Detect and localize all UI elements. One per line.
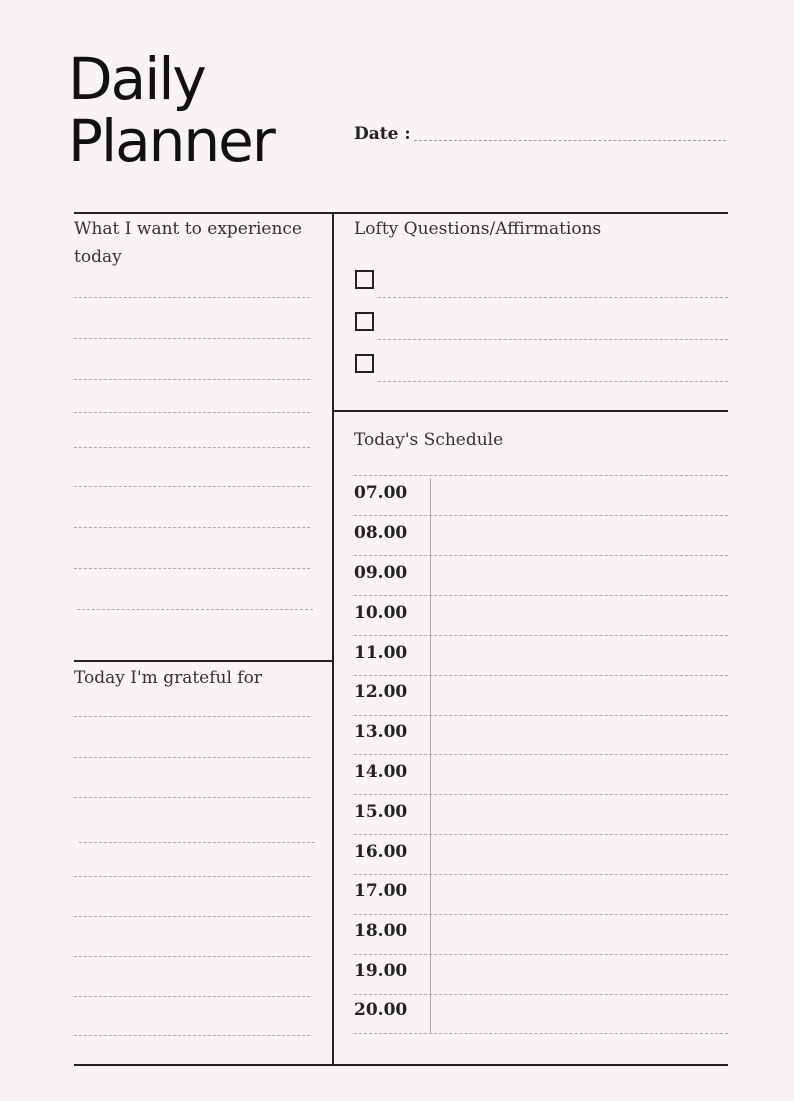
schedule-time: 15.00: [354, 802, 408, 822]
schedule-line[interactable]: [354, 595, 728, 596]
checkbox-2[interactable]: [355, 312, 374, 331]
title-line-2: Planner: [68, 107, 274, 175]
writing-line[interactable]: [74, 757, 310, 758]
schedule-line[interactable]: [354, 914, 728, 915]
grateful-heading: Today I'm grateful for: [74, 668, 262, 688]
schedule-line[interactable]: [354, 555, 728, 556]
schedule-time: 09.00: [354, 563, 408, 583]
schedule-time: 17.00: [354, 881, 408, 901]
writing-line[interactable]: [74, 412, 310, 413]
schedule-time-divider: [430, 478, 431, 1034]
writing-line[interactable]: [74, 527, 310, 528]
experience-heading-line-2: today: [74, 247, 122, 267]
schedule-line[interactable]: [354, 954, 728, 955]
title-line-1: Daily: [68, 45, 205, 113]
schedule-time: 08.00: [354, 523, 408, 543]
affirmation-line[interactable]: [378, 297, 728, 298]
schedule-time: 13.00: [354, 722, 408, 742]
writing-line[interactable]: [79, 842, 315, 843]
schedule-time: 10.00: [354, 603, 408, 623]
schedule-line[interactable]: [354, 515, 728, 516]
writing-line[interactable]: [74, 379, 310, 380]
column-divider: [332, 212, 334, 1066]
top-divider: [74, 212, 728, 214]
affirmation-line[interactable]: [378, 381, 728, 382]
bottom-divider: [74, 1064, 728, 1066]
writing-line[interactable]: [74, 486, 310, 487]
checkbox-1[interactable]: [355, 270, 374, 289]
schedule-time: 07.00: [354, 483, 408, 503]
writing-line[interactable]: [74, 797, 310, 798]
writing-line[interactable]: [74, 996, 310, 997]
writing-line[interactable]: [74, 1035, 310, 1036]
date-label: Date :: [354, 124, 411, 144]
schedule-line[interactable]: [354, 675, 728, 676]
schedule-time: 19.00: [354, 961, 408, 981]
checkbox-3[interactable]: [355, 354, 374, 373]
questions-heading: Lofty Questions/Affirmations: [354, 219, 602, 239]
affirmation-line[interactable]: [378, 339, 728, 340]
schedule-line[interactable]: [354, 715, 728, 716]
schedule-line[interactable]: [354, 635, 728, 636]
schedule-time: 16.00: [354, 842, 408, 862]
writing-line[interactable]: [74, 297, 310, 298]
writing-line[interactable]: [74, 916, 310, 917]
schedule-line[interactable]: [354, 834, 728, 835]
schedule-time: 14.00: [354, 762, 408, 782]
writing-line[interactable]: [74, 956, 310, 957]
schedule-line[interactable]: [354, 874, 728, 875]
right-section-divider: [333, 410, 728, 412]
schedule-heading: Today's Schedule: [354, 430, 504, 450]
schedule-time: 11.00: [354, 643, 408, 663]
writing-line[interactable]: [74, 447, 310, 448]
schedule-line: [354, 475, 728, 476]
writing-line[interactable]: [74, 716, 310, 717]
schedule-line[interactable]: [354, 754, 728, 755]
experience-heading: [74, 215, 302, 271]
writing-line[interactable]: [74, 338, 310, 339]
schedule-time: 12.00: [354, 682, 408, 702]
writing-line[interactable]: [77, 609, 313, 610]
schedule-time: 18.00: [354, 921, 408, 941]
writing-line[interactable]: [74, 876, 310, 877]
experience-heading-line-1: What I want to experience: [74, 219, 302, 239]
writing-line[interactable]: [74, 568, 310, 569]
schedule-line[interactable]: [354, 1033, 728, 1034]
schedule-line[interactable]: [354, 794, 728, 795]
schedule-line[interactable]: [354, 994, 728, 995]
page-title: [68, 45, 274, 175]
date-field[interactable]: [414, 140, 726, 141]
left-section-divider: [74, 660, 333, 662]
schedule-time: 20.00: [354, 1000, 408, 1020]
